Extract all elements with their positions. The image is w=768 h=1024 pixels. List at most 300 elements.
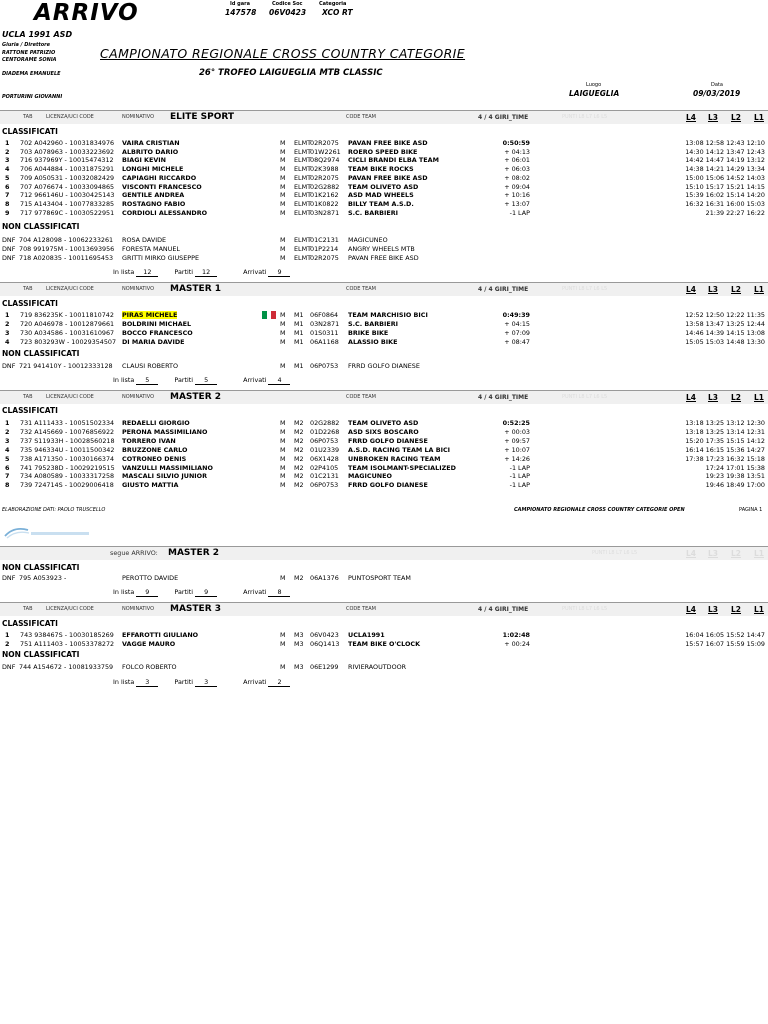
result-row <box>0 472 768 481</box>
code-cell: 06A1376 <box>310 574 339 582</box>
code-cell: 01S0311 <box>310 329 339 337</box>
arrivati-label: Arrivati <box>243 268 267 276</box>
time-cell: -1 LAP <box>509 481 530 490</box>
licence-cell: 744 A154672 - 10081933759 <box>19 663 114 671</box>
result-row <box>0 631 768 640</box>
code-cell: 06E1299 <box>310 663 339 671</box>
team-cell: TEAM BIKE ROCKS <box>348 165 414 174</box>
summary-master2 <box>113 588 290 597</box>
software-logo <box>2 524 92 540</box>
giuria-label: Giuria / Direttore <box>2 42 51 48</box>
result-row <box>0 200 768 209</box>
name-cell: CLAUSI ROBERTO <box>122 362 178 370</box>
position-cell: 1 <box>5 631 10 639</box>
team-cell: ROERO SPEED BIKE <box>348 147 418 156</box>
section-classificati: CLASSIFICATI <box>2 127 58 136</box>
col-l4: L4 <box>686 113 696 122</box>
code-cell: 06P0753 <box>310 362 339 370</box>
partiti-label: Partiti <box>174 678 194 686</box>
time-cell: + 06:03 <box>504 165 530 174</box>
col-licenza: LICENZA/UCI CODE <box>46 114 94 120</box>
section-non-classificati: NON CLASSIFICATI <box>2 563 80 572</box>
licence-cell: 712 966146U - 10030425143 <box>20 191 115 200</box>
name-cell: ROSTAGNO FABIO <box>122 199 186 208</box>
result-row <box>0 419 768 428</box>
section-classificati: CLASSIFICATI <box>2 619 58 628</box>
col-faded: PUNTI L8 L7 L6 L5 <box>562 394 608 400</box>
col-licenza: LICENZA/UCI CODE <box>46 606 94 612</box>
code-cell: 06P0753 <box>310 436 339 445</box>
col-l3: L3 <box>708 605 718 614</box>
category-name: MASTER 1 <box>170 284 222 294</box>
licence-cell: 703 A078963 - 10033223692 <box>20 147 115 156</box>
licence-cell: 708 991975M - 10013693956 <box>19 245 115 253</box>
sex-cell: M <box>280 427 286 436</box>
code-cell: 02G2882 <box>310 419 340 427</box>
code-cell: 08Q2974 <box>310 156 340 165</box>
lap-times-cell: 21:39 22:27 16:22 <box>705 208 765 217</box>
category-cell: M2 <box>294 472 304 481</box>
result-row <box>0 437 768 446</box>
col-giri: 4 / 4 GIRI_TIME <box>478 606 529 613</box>
col-l2: L2 <box>731 549 741 558</box>
col-l1: L1 <box>754 605 764 614</box>
col-giri: 4 / 4 GIRI_TIME <box>478 114 529 121</box>
team-cell: ANGRY WHEELS MTB <box>348 245 415 253</box>
name-cell: FOLCO ROBERTO <box>122 663 177 671</box>
arrivati-value: 4 <box>268 376 290 385</box>
sex-cell: M <box>280 436 286 445</box>
team-cell: TEAM ISOLMANT-SPECIALIZED <box>348 463 456 472</box>
licence-cell: 795 A053923 - <box>19 574 67 582</box>
result-row <box>0 209 768 218</box>
category-cell: ELMT <box>294 236 312 244</box>
name-cell: DI MARIA DAVIDE <box>122 338 185 346</box>
result-row <box>0 338 768 347</box>
category-cell: M2 <box>294 463 304 472</box>
team-cell: BRIKE BIKE <box>348 329 389 337</box>
sex-cell: M <box>280 472 286 481</box>
name-cell: GIUSTO MATTIA <box>122 481 179 490</box>
lap-times-cell: 14:46 14:39 14:15 13:08 <box>685 329 765 337</box>
name-cell: PERONA MASSIMILIANO <box>122 427 208 436</box>
arrivati-value: 9 <box>268 268 290 277</box>
category-cell: M3 <box>294 631 304 639</box>
name-cell: CORDIOLI ALESSANDRO <box>122 208 208 217</box>
summary-master1 <box>113 376 290 385</box>
position-cell: 7 <box>5 191 10 200</box>
lap-times-cell: 15:00 15:06 14:52 14:03 <box>685 173 765 182</box>
time-cell: + 09:57 <box>504 436 530 445</box>
code-cell: 01P2214 <box>310 245 339 253</box>
code-cell: 01K2162 <box>310 191 339 200</box>
section-classificati: CLASSIFICATI <box>2 299 58 308</box>
code-cell: 06Q1413 <box>310 640 340 648</box>
section-classificati: CLASSIFICATI <box>2 406 58 415</box>
italy-flag-icon <box>262 311 276 319</box>
position-cell: 2 <box>5 427 10 436</box>
footer-pagina: PAGINA 1 <box>739 507 763 513</box>
team-cell: ASD MAD WHEELS <box>348 191 414 200</box>
licence-cell: 718 A020835 - 10011695453 <box>19 254 114 262</box>
sex-cell: M <box>280 631 286 639</box>
time-cell: + 00:24 <box>504 640 530 648</box>
name-cell: VISCONTI FRANCESCO <box>122 182 202 191</box>
category-cell: ELMT <box>294 208 312 217</box>
categoria-label: Categoria <box>319 1 347 7</box>
col-code-team: CODE TEAM <box>346 606 376 612</box>
lap-times-cell: 14:30 14:12 13:47 12:43 <box>685 147 765 156</box>
category-bar-elite <box>0 110 768 124</box>
category-cell: M2 <box>294 445 304 454</box>
result-row <box>0 165 768 174</box>
category-cell: M2 <box>294 419 304 427</box>
position-cell: 7 <box>5 472 10 481</box>
name-cell: GRITTI MIRKO GIUSEPPE <box>122 254 199 262</box>
result-row <box>0 311 768 320</box>
result-row <box>0 148 768 157</box>
licence-cell: 702 A042960 - 10031834976 <box>20 139 115 147</box>
category-name: ELITE SPORT <box>170 112 235 122</box>
col-faded: PUNTI L8 L7 L6 L5 <box>592 550 638 556</box>
sex-cell: M <box>280 139 286 147</box>
category-cell: ELMT <box>294 165 312 174</box>
name-cell: VAGGE MAURO <box>122 640 176 648</box>
time-cell: + 10:16 <box>504 191 530 200</box>
lap-times-cell: 13:08 12:58 12:43 12:10 <box>685 139 765 147</box>
arrivati-label: Arrivati <box>243 678 267 686</box>
time-cell: 1:02:48 <box>502 631 530 639</box>
team-cell: S.C. BARBIERI <box>348 320 399 328</box>
col-nominativo: NOMINATIVO <box>122 286 155 292</box>
col-tab: TAB <box>23 286 33 292</box>
sex-cell: M <box>280 245 286 253</box>
giuria-member-1: RATTONE PATRIZIO <box>2 50 56 56</box>
luogo-label: Luogo <box>586 82 602 88</box>
categoria-value: XCO RT <box>322 8 353 17</box>
team-cell: BILLY TEAM A.S.D. <box>348 199 414 208</box>
code-cell: 03N2871 <box>310 208 340 217</box>
time-cell: 0:52:25 <box>502 419 530 427</box>
name-cell: COTRONEO DENIS <box>122 454 187 463</box>
in-lista-value: 3 <box>136 678 158 687</box>
name-cell: VAIRA CRISTIAN <box>122 139 180 147</box>
name-cell: FORESTA MANUEL <box>122 245 180 253</box>
licence-cell: 716 937969Y - 10015474312 <box>20 156 114 165</box>
position-cell: 4 <box>5 338 10 346</box>
code-cell: 02R2075 <box>310 254 339 262</box>
lap-times-cell: 16:14 16:15 15:36 14:27 <box>685 445 765 454</box>
col-nominativo: NOMINATIVO <box>122 394 155 400</box>
licence-cell: 734 A080589 - 10033317258 <box>20 472 115 481</box>
time-cell: -1 LAP <box>509 208 530 217</box>
name-cell: LONGHI MICHELE <box>122 165 184 174</box>
lap-times-cell: 12:52 12:50 12:22 11:35 <box>685 311 765 319</box>
sex-cell: M <box>280 663 286 671</box>
position-cell: 1 <box>5 311 10 319</box>
lap-times-cell: 14:38 14:21 14:29 13:34 <box>685 165 765 174</box>
category-cell: M1 <box>294 338 304 346</box>
code-cell: 02R2075 <box>310 139 339 147</box>
code-cell: 02G2882 <box>310 182 340 191</box>
category-cell: ELMT <box>294 245 312 253</box>
time-cell: 0:50:59 <box>502 139 530 147</box>
data-value: 09/03/2019 <box>693 89 741 98</box>
codice-soc-label: Codice Soc <box>272 1 303 7</box>
name-cell: BIAGI KEVIN <box>122 156 167 165</box>
category-cell: M2 <box>294 481 304 490</box>
lap-times-cell: 19:23 19:38 13:51 <box>705 472 765 481</box>
category-cell: ELMT <box>294 139 312 147</box>
in-lista-value: 9 <box>136 588 158 597</box>
result-row <box>0 640 768 649</box>
licence-cell: 735 946334U - 10011500342 <box>20 445 115 454</box>
team-cell: A.S.D. RACING TEAM LA BICI <box>348 445 451 454</box>
position-cell: 3 <box>5 436 10 445</box>
team-cell: FRRD GOLFO DIANESE <box>348 436 428 445</box>
position-cell: 4 <box>5 445 10 454</box>
position-cell: 3 <box>5 156 10 165</box>
licence-cell: 704 A128098 - 10062233261 <box>19 236 114 244</box>
time-cell: + 00:03 <box>504 427 530 436</box>
time-cell: + 04:15 <box>504 320 530 328</box>
team-cell: PAVAN FREE BIKE ASD <box>348 173 428 182</box>
time-cell: + 08:47 <box>504 338 530 346</box>
result-row <box>0 174 768 183</box>
licence-cell: 751 A111403 - 10053378272 <box>20 640 115 648</box>
col-l3: L3 <box>708 113 718 122</box>
team-cell: ASD SIXS BOSCARO <box>348 427 419 436</box>
category-cell: ELMT <box>294 156 312 165</box>
lap-times-cell: 17:24 17:01 15:38 <box>705 463 765 472</box>
name-cell: BOLDRINI MICHAEL <box>122 320 192 328</box>
arrivo-title: ARRIVO <box>34 0 139 26</box>
lap-times-cell: 15:05 15:03 14:48 13:30 <box>685 338 765 346</box>
name-cell: ALBRITO DARIO <box>122 147 179 156</box>
time-cell: + 06:01 <box>504 156 530 165</box>
result-row <box>0 446 768 455</box>
col-faded: PUNTI L8 L7 L6 L5 <box>562 114 608 120</box>
code-cell: 01D2268 <box>310 427 340 436</box>
code-cell: 01C2131 <box>310 472 339 481</box>
name-cell: BRUZZONE CARLO <box>122 445 188 454</box>
category-cell: ELMT <box>294 182 312 191</box>
result-row <box>0 320 768 329</box>
category-name: MASTER 2 <box>170 392 222 402</box>
partiti-label: Partiti <box>174 376 194 384</box>
position-cell: 5 <box>5 173 10 182</box>
code-cell: 02P4105 <box>310 463 339 472</box>
licence-cell: 717 977869C - 10030522951 <box>20 208 115 217</box>
name-cell: BOCCO FRANCESCO <box>122 329 193 337</box>
sex-cell: M <box>280 254 286 262</box>
in-lista-label: In lista <box>113 678 135 686</box>
arrivati-value: 8 <box>268 588 290 597</box>
time-cell: + 09:04 <box>504 182 530 191</box>
position-cell: DNF <box>2 254 16 262</box>
sex-cell: M <box>280 338 286 346</box>
sex-cell: M <box>280 454 286 463</box>
col-code-team: CODE TEAM <box>346 286 376 292</box>
in-lista-label: In lista <box>113 588 135 596</box>
team-cell: FRRD GOLFO DIANESE <box>348 481 428 490</box>
category-cell: M2 <box>294 454 304 463</box>
id-gara-label: Id gara <box>230 1 250 7</box>
footer-campionato: CAMPIONATO REGIONALE CROSS COUNTRY CATEGORIE OPEN <box>514 507 685 513</box>
team-cell: MAGICUNEO <box>348 236 388 244</box>
sex-cell: M <box>280 199 286 208</box>
sex-cell: M <box>280 165 286 174</box>
lap-times-cell: 16:04 16:05 15:52 14:47 <box>685 631 765 639</box>
sex-cell: M <box>280 329 286 337</box>
team-cell: PUNTOSPORT TEAM <box>348 574 411 582</box>
col-l3: L3 <box>708 549 718 558</box>
sex-cell: M <box>280 640 286 648</box>
position-cell: 1 <box>5 139 10 147</box>
category-cell: M2 <box>294 436 304 445</box>
result-row <box>0 156 768 165</box>
team-cell: UCLA1991 <box>348 631 385 639</box>
dnf-row <box>0 574 768 583</box>
col-tab: TAB <box>23 606 33 612</box>
team-cell: CICLI BRANDI ELBA TEAM <box>348 156 439 165</box>
sex-cell: M <box>280 147 286 156</box>
col-l3: L3 <box>708 393 718 402</box>
dnf-row <box>0 245 768 254</box>
team-cell: TEAM MARCHISIO BICI <box>348 311 428 319</box>
result-row <box>0 139 768 148</box>
category-cell: M1 <box>294 311 304 319</box>
category-name: MASTER 3 <box>170 604 222 614</box>
col-l1: L1 <box>754 393 764 402</box>
col-l4: L4 <box>686 549 696 558</box>
category-cell: ELMT <box>294 254 312 262</box>
licence-cell: 709 A050531 - 10032082429 <box>20 173 115 182</box>
time-cell: 0:49:39 <box>502 311 530 319</box>
licence-cell: 720 A046978 - 10012879661 <box>20 320 115 328</box>
col-tab: TAB <box>23 114 33 120</box>
arrivati-label: Arrivati <box>243 588 267 596</box>
col-nominativo: NOMINATIVO <box>122 606 155 612</box>
result-row <box>0 464 768 473</box>
luogo-value: LAIGUEGLIA <box>569 89 620 98</box>
category-bar-master1 <box>0 282 768 296</box>
giuria-member-4: PORTURINI GIOVANNI <box>2 94 63 100</box>
lap-times-cell: 17:38 17:23 16:32 15:18 <box>685 454 765 463</box>
col-faded: PUNTI L8 L7 L6 L5 <box>562 286 608 292</box>
col-code-team: CODE TEAM <box>346 394 376 400</box>
result-row <box>0 183 768 192</box>
in-lista-label: In lista <box>113 376 135 384</box>
licence-cell: 723 803293W - 10029354507 <box>20 338 117 346</box>
partiti-value: 5 <box>195 376 217 385</box>
lap-times-cell: 16:32 16:31 16:00 15:03 <box>685 199 765 208</box>
time-cell: + 10:07 <box>504 445 530 454</box>
category-name: MASTER 2 <box>168 548 220 558</box>
sex-cell: M <box>280 156 286 165</box>
col-licenza: LICENZA/UCI CODE <box>46 286 94 292</box>
position-cell: DNF <box>2 245 16 253</box>
sex-cell: M <box>280 182 286 191</box>
name-cell: GENTILE ANDREA <box>122 191 185 200</box>
result-row <box>0 481 768 490</box>
flag-stripe <box>271 311 276 319</box>
giuria-member-3: DIADEMA EMANUELE <box>2 71 61 77</box>
lap-times-cell: 13:18 13:25 13:14 12:31 <box>685 427 765 436</box>
position-cell: 5 <box>5 454 10 463</box>
position-cell: 6 <box>5 182 10 191</box>
category-cell: ELMT <box>294 147 312 156</box>
sex-cell: M <box>280 419 286 427</box>
sex-cell: M <box>280 208 286 217</box>
position-cell: 2 <box>5 320 10 328</box>
licence-cell: 738 A171350 - 10030166374 <box>20 454 115 463</box>
col-l4: L4 <box>686 605 696 614</box>
team-cell: PAVAN FREE BIKE ASD <box>348 139 428 147</box>
in-lista-label: In lista <box>113 268 135 276</box>
col-l1: L1 <box>754 113 764 122</box>
position-cell: 6 <box>5 463 10 472</box>
col-giri: 4 / 4 GIRI_TIME <box>478 286 529 293</box>
summary-master3 <box>113 678 290 687</box>
sex-cell: M <box>280 311 286 319</box>
col-faded: PUNTI L8 L7 L6 L5 <box>562 606 608 612</box>
result-row <box>0 191 768 200</box>
footer-elaborazione: ELABORAZIONE DATI: PAOLO TRUSCELLO <box>2 507 106 513</box>
sex-cell: M <box>280 320 286 328</box>
dnf-row <box>0 362 768 371</box>
club-name: UCLA 1991 ASD <box>2 30 73 39</box>
col-giri: 4 / 4 GIRI_TIME <box>478 394 529 401</box>
name-cell: ROSA DAVIDE <box>122 236 167 244</box>
partiti-value: 3 <box>195 678 217 687</box>
sex-cell: M <box>280 463 286 472</box>
category-cell: M1 <box>294 362 304 370</box>
col-l2: L2 <box>731 113 741 122</box>
team-cell: PAVAN FREE BIKE ASD <box>348 254 419 262</box>
col-code-team: CODE TEAM <box>346 114 376 120</box>
position-cell: 9 <box>5 208 10 217</box>
partiti-value: 9 <box>195 588 217 597</box>
position-cell: DNF <box>2 663 16 671</box>
category-cell: ELMT <box>294 191 312 200</box>
race-subtitle: 26° TROFEO LAIGUEGLIA MTB CLASSIC <box>199 68 383 78</box>
arrivati-value: 2 <box>268 678 290 687</box>
section-non-classificati: NON CLASSIFICATI <box>2 349 80 358</box>
code-cell: 06F0864 <box>310 311 339 319</box>
lap-times-cell: 13:58 13:47 13:25 12:44 <box>685 320 765 328</box>
name-cell: TORRERO IVAN <box>122 436 176 445</box>
licence-cell: 706 A044884 - 10031875291 <box>20 165 115 174</box>
code-cell: 01C2131 <box>310 236 339 244</box>
summary-elite <box>113 268 290 277</box>
in-lista-value: 5 <box>136 376 158 385</box>
time-cell: + 14:26 <box>504 454 530 463</box>
lap-times-cell: 14:42 14:47 14:19 13:12 <box>685 156 765 165</box>
code-cell: 06X1428 <box>310 454 339 463</box>
category-cell: M3 <box>294 640 304 648</box>
position-cell: 2 <box>5 640 10 648</box>
position-cell: DNF <box>2 236 16 244</box>
category-cell: ELMT <box>294 199 312 208</box>
position-cell: 3 <box>5 329 10 337</box>
licence-cell: 732 A145669 - 10076856922 <box>20 427 115 436</box>
category-cell: M2 <box>294 574 304 582</box>
time-cell: + 13:07 <box>504 199 530 208</box>
col-l1: L1 <box>754 285 764 294</box>
name-cell: PEROTTO DAVIDE <box>122 574 179 582</box>
team-cell: FRRD GOLFO DIANESE <box>348 362 420 370</box>
